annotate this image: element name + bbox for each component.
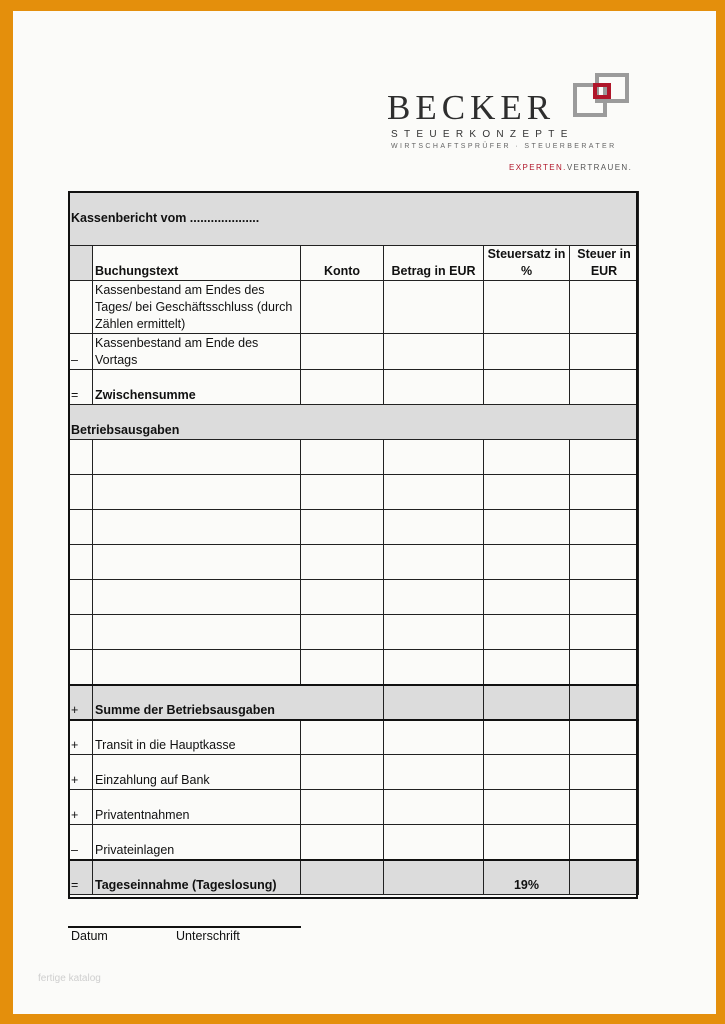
row-text: Zwischensumme [93, 370, 301, 405]
header-text: Buchungstext [93, 246, 301, 281]
tagline-part1: EXPERTEN. [509, 163, 567, 172]
tagline-part2: VERTRAUEN. [566, 163, 633, 172]
header-tax: Steuer in EUR [570, 246, 639, 281]
rate-cell: 19% [484, 860, 570, 895]
row-text: Kassenbestand am Endes des Tages/ bei Geschäftsschluss (durch Zählen ermittelt) [93, 281, 301, 334]
row-symbol: – [69, 825, 93, 860]
watermark: fertige katalog [38, 973, 101, 984]
table-outer-border [68, 191, 638, 899]
row-text: Transit in die Hauptkasse [93, 720, 301, 755]
signature-line [68, 926, 301, 928]
row-symbol: + [69, 755, 93, 790]
becker-logo [385, 68, 655, 188]
row-text: Privatentnahmen [93, 790, 301, 825]
row-text: Kassenbestand am Ende des Vortags [93, 334, 301, 370]
logo-subtitle-secondary: WIRTSCHAFTSPRÜFER · STEUERBERATER [391, 143, 617, 150]
row-symbol: + [69, 685, 93, 720]
logo-tagline [509, 163, 632, 172]
logo-squares-icon [573, 71, 633, 119]
row-symbol: = [69, 860, 93, 895]
row-text: Privateinlagen [93, 825, 301, 860]
header-account: Konto [301, 246, 384, 281]
header-rate: Steuersatz in % [484, 246, 570, 281]
signature-label: Unterschrift [176, 929, 240, 943]
row-text: Tageseinnahme (Tageslosung) [93, 860, 301, 895]
row-symbol: – [69, 334, 93, 370]
row-symbol: + [69, 720, 93, 755]
row-symbol: = [69, 370, 93, 405]
row-symbol: + [69, 790, 93, 825]
document-page [13, 11, 716, 1014]
header-amount: Betrag in EUR [384, 246, 484, 281]
row-text: Summe der Betriebsausgaben [93, 685, 384, 720]
logo-name: BECKER [387, 88, 556, 127]
form-title: Kassenbericht vom .................... [69, 192, 639, 246]
section-title: Betriebsausgaben [69, 405, 639, 440]
row-text: Einzahlung auf Bank [93, 755, 301, 790]
logo-subtitle: STEUERKONZEPTE [391, 129, 574, 140]
date-label: Datum [71, 929, 108, 943]
